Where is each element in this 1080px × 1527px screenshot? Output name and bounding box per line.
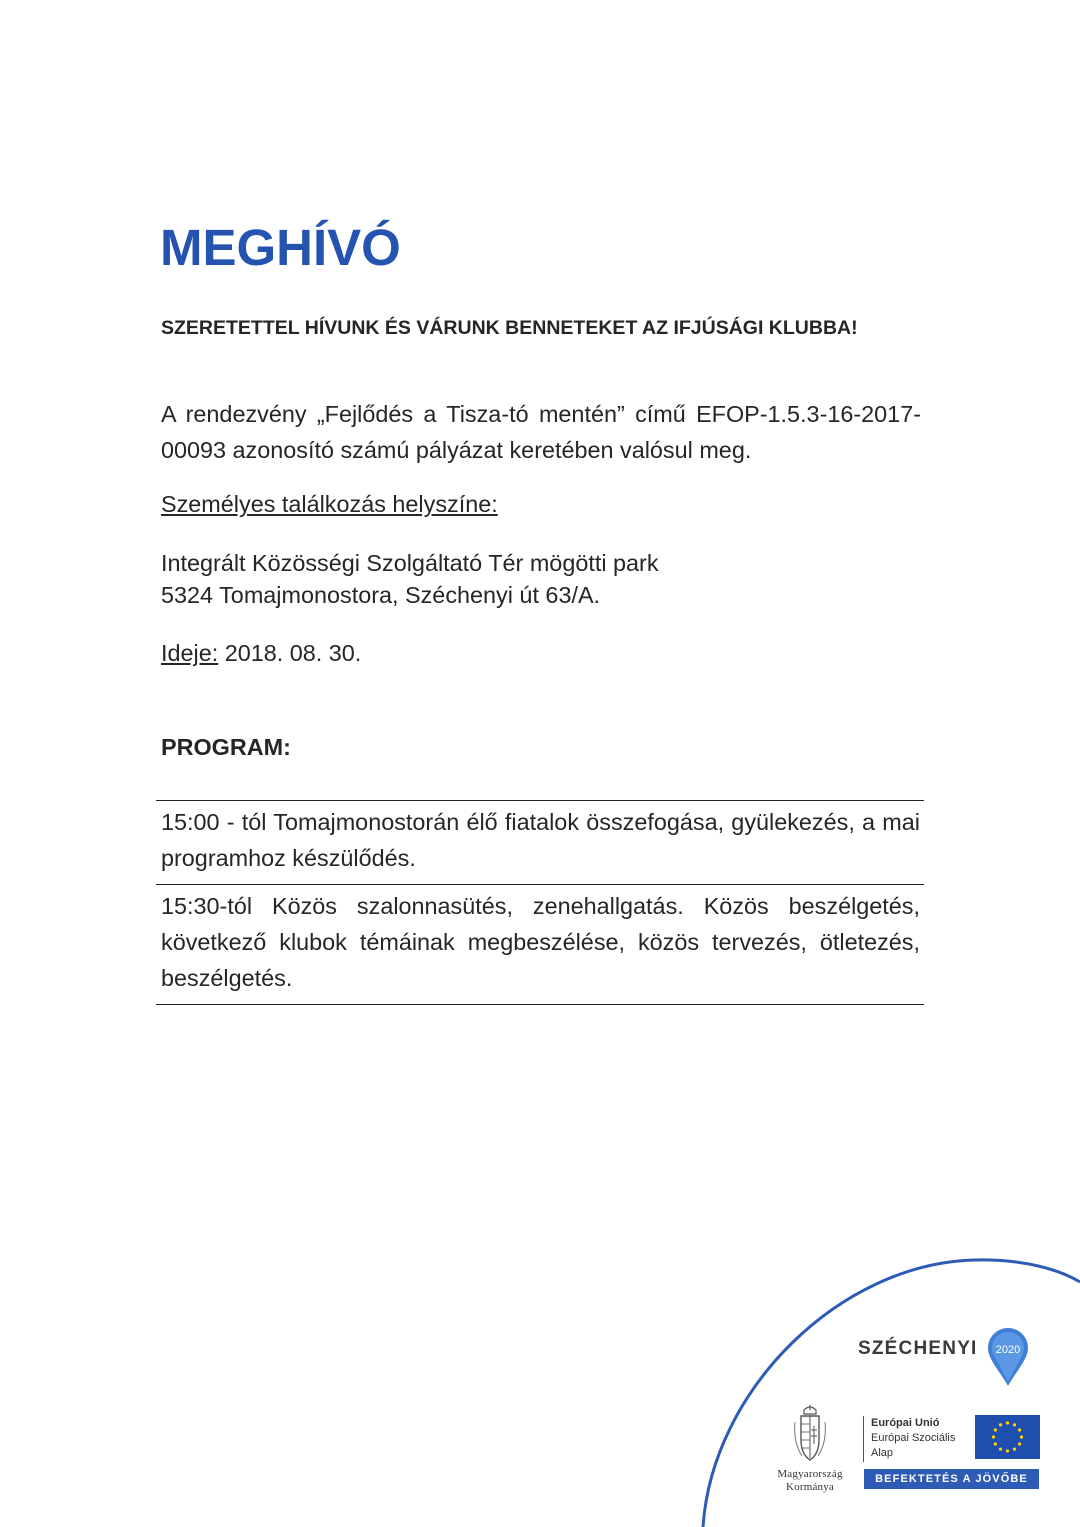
program-heading: PROGRAM: — [161, 734, 291, 760]
szechenyi-year: 2020 — [995, 1344, 1021, 1356]
government-name — [762, 1468, 858, 1494]
government-name-line-1: Magyarország — [777, 1468, 843, 1480]
eu-star — [994, 1428, 997, 1431]
eu-star — [1013, 1448, 1016, 1451]
venue-line-2: 5324 Tomajmonostora, Széchenyi út 63/A. — [161, 582, 601, 608]
hungarian-crest-icon — [790, 1404, 830, 1466]
eu-union-label: Európai Unió — [871, 1417, 940, 1429]
page-title: MEGHÍVÓ — [160, 219, 401, 276]
government-name-line-2: Kormánya — [785, 1481, 835, 1493]
venue-heading: Személyes találkozás helyszíne: — [161, 491, 498, 517]
program-row: 15:30-tól Közös szalonnasütés, zenehallgatás. Közös beszélgetés, következő klubok témáinak megbeszélése, közös tervezés, ötletezés, beszélgetés. — [156, 885, 924, 1005]
eu-star — [994, 1442, 997, 1445]
eu-investment-banner: BEFEKTETÉS A JÖVŐBE — [864, 1469, 1039, 1489]
eu-fund-line-1: Európai Szociális — [871, 1432, 956, 1444]
szechenyi-wordmark: SZÉCHENYI — [858, 1338, 978, 1359]
date-value: 2018. 08. 30. — [218, 640, 362, 666]
eu-star — [1018, 1442, 1021, 1445]
eu-star — [999, 1423, 1002, 1426]
eu-flag-icon — [975, 1415, 1040, 1459]
eu-star — [1020, 1435, 1023, 1438]
program-row: 15:00 - tól Tomajmonostorán élő fiatalok összefogása, gyülekezés, a mai programhoz készülődés. — [156, 801, 924, 885]
eu-star — [999, 1448, 1002, 1451]
eu-divider — [863, 1416, 864, 1462]
intro-paragraph: A rendezvény „Fejlődés a Tisza-tó mentén” című EFOP-1.5.3-16-2017-00093 azonosító számú pályázat keretében valósul meg. — [161, 401, 921, 463]
eu-star — [1006, 1421, 1009, 1424]
eu-star — [1013, 1423, 1016, 1426]
date-label: Ideje: — [161, 640, 219, 666]
venue-line-1: Integrált Közösségi Szolgáltató Tér mögötti park — [161, 550, 659, 576]
szechenyi-pin-icon — [986, 1326, 1030, 1388]
eu-star — [1018, 1428, 1021, 1431]
eu-fund-label — [871, 1416, 955, 1461]
eu-star — [992, 1435, 995, 1438]
eu-star — [1006, 1449, 1009, 1452]
eu-fund-line-2: Alap — [871, 1447, 894, 1459]
invitation-subtitle: SZERETETTEL HÍVUNK ÉS VÁRUNK BENNETEKET AZ IFJÚSÁGI KLUBBA! — [161, 317, 858, 339]
